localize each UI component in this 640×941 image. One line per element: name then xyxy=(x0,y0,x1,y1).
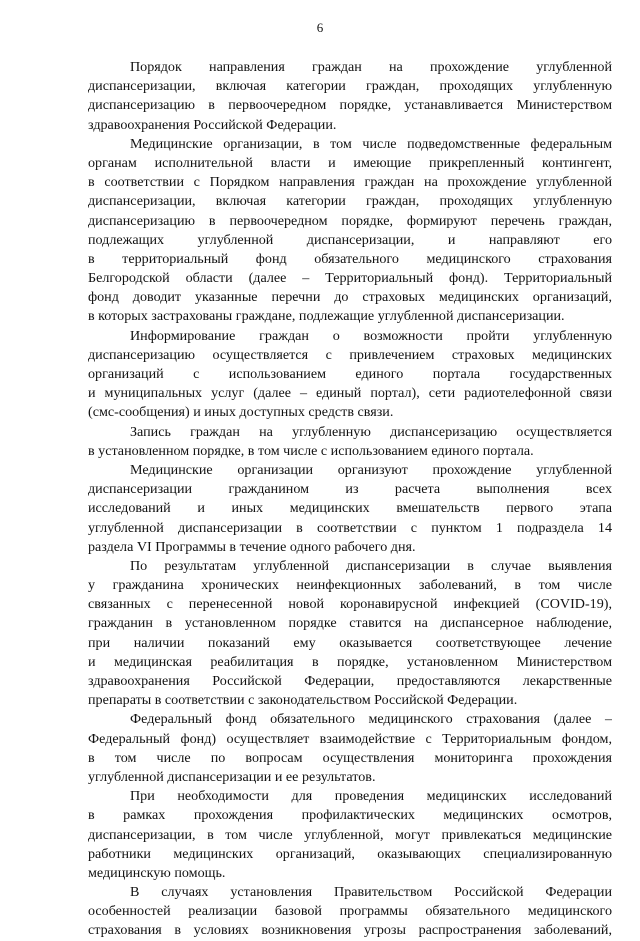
text-line: углубленной диспансеризации в соответствии с пунктом 1 подраздела 14 xyxy=(88,519,612,536)
text-line: Федеральный фонд обязательного медицинского страхования (далее – xyxy=(130,711,612,728)
text-line: Порядок направления граждан на прохождение углубленной xyxy=(130,59,612,75)
text-line: диспансеризации, включая категории граждан, проходящих углубленную xyxy=(88,193,612,210)
paragraph-registration xyxy=(88,423,612,461)
text-line: Информирование граждан о возможности пройти углубленную xyxy=(130,327,612,344)
text-line: исследований и иных медицинских вмешательств первого этапа xyxy=(88,500,612,517)
text-line: страхования в условиях возникновения угрозы распространения заболеваний, xyxy=(88,922,612,939)
text-line: в том числе по вопросам осуществления мониторинга прохождения xyxy=(88,749,612,766)
paragraph-results xyxy=(88,557,612,711)
text-line: особенностей реализации базовой программы обязательного медицинского xyxy=(88,903,612,920)
text-line: диспансеризации гражданином из расчета выполнения всех xyxy=(88,481,612,498)
page-number: 6 xyxy=(316,20,324,35)
text-line: в рамках прохождения профилактических медицинских осмотров, xyxy=(88,807,612,824)
text-line: в соответствии с Порядком направления граждан на прохождение углубленной xyxy=(88,174,612,191)
text-line: По результатам углубленной диспансеризации в случае выявления xyxy=(130,557,612,574)
text-line: медицинскую помощь. xyxy=(88,864,226,881)
text-line: и муниципальных услуг (далее – единый портал), сети радиотелефонной связи xyxy=(88,385,612,402)
paragraph-special-cases xyxy=(88,883,612,941)
text-line: Медицинские организации, в том числе подведомственные федеральным xyxy=(130,135,612,152)
text-line: подлежащих углубленной диспансеризации, и направляют его xyxy=(88,231,612,248)
text-line: Запись граждан на углубленную диспансеризацию осуществляется xyxy=(130,423,612,440)
text-line: гражданин в установленном порядке ставится на диспансерное наблюдение, xyxy=(88,615,612,632)
text-line: диспансеризации, в том числе углубленной, могут привлекаться медицинские xyxy=(88,826,612,843)
document-body xyxy=(88,58,612,941)
paragraph-organization-of-passage xyxy=(88,461,612,557)
text-line: в территориальный фонд обязательного медицинского страхования xyxy=(88,250,612,267)
text-line: здравоохранения Российской Федерации. xyxy=(88,116,337,133)
text-line: в установленном порядке, в том числе с использованием единого портала. xyxy=(88,442,534,459)
text-line: (смс-сообщения) и иных доступных средств связи. xyxy=(88,404,394,421)
text-line: диспансеризации, включая категории граждан, проходящих углубленную xyxy=(88,78,612,95)
paragraph-referral-procedure xyxy=(88,58,612,135)
paragraph-involving-specialists xyxy=(88,787,612,883)
text-line: связанных с перенесенной новой коронавирусной инфекцией (COVID-19), xyxy=(88,596,612,613)
text-line: В случаях установления Правительством Российской Федерации xyxy=(130,884,612,901)
paragraph-federal-fund xyxy=(88,710,612,787)
paragraph-medical-organizations xyxy=(88,135,612,327)
text-line: диспансеризацию осуществляется с привлечением страховых медицинских xyxy=(88,346,612,363)
paragraph-informing-citizens xyxy=(88,327,612,423)
text-line: органам исполнительной власти и имеющие прикрепленный контингент, xyxy=(88,154,612,171)
text-line: здравоохранения Российской Федерации, предоставляются лекарственные xyxy=(88,673,612,689)
text-line: фонд доводит указанные перечни до страховых медицинских организаций, xyxy=(88,289,612,306)
text-line: работники медицинских организаций, оказывающих специализированную xyxy=(88,845,612,862)
text-line: при наличии показаний ему оказывается соответствующее лечение xyxy=(88,634,612,651)
text-line: углубленной диспансеризации и ее результатов. xyxy=(88,768,376,785)
text-line: диспансеризацию в первоочередном порядке, устанавливается Министерством xyxy=(88,97,612,114)
text-line: и медицинская реабилитация в порядке, установленном Министерством xyxy=(88,653,612,670)
text-line: диспансеризацию в первоочередном порядке, формируют перечень граждан, xyxy=(88,212,612,229)
text-line: При необходимости для проведения медицинских исследований xyxy=(130,788,612,805)
text-line: организаций с использованием единого портала государственных xyxy=(88,366,612,382)
text-line: в которых застрахованы граждане, подлежащие углубленной диспансеризации. xyxy=(88,308,565,325)
text-line: у гражданина хронических неинфекционных заболеваний, в том числе xyxy=(88,577,612,594)
text-line: Белгородской области (далее – Территориальный фонд). Территориальный xyxy=(88,270,612,287)
text-line: Федеральный фонд) осуществляет взаимодействие с Территориальным фондом, xyxy=(88,730,612,747)
text-line: Медицинские организации организуют прохождение углубленной xyxy=(130,461,612,478)
text-line: раздела VI Программы в течение одного рабочего дня. xyxy=(88,538,416,555)
text-line: препараты в соответствии с законодательством Российской Федерации. xyxy=(88,692,518,709)
